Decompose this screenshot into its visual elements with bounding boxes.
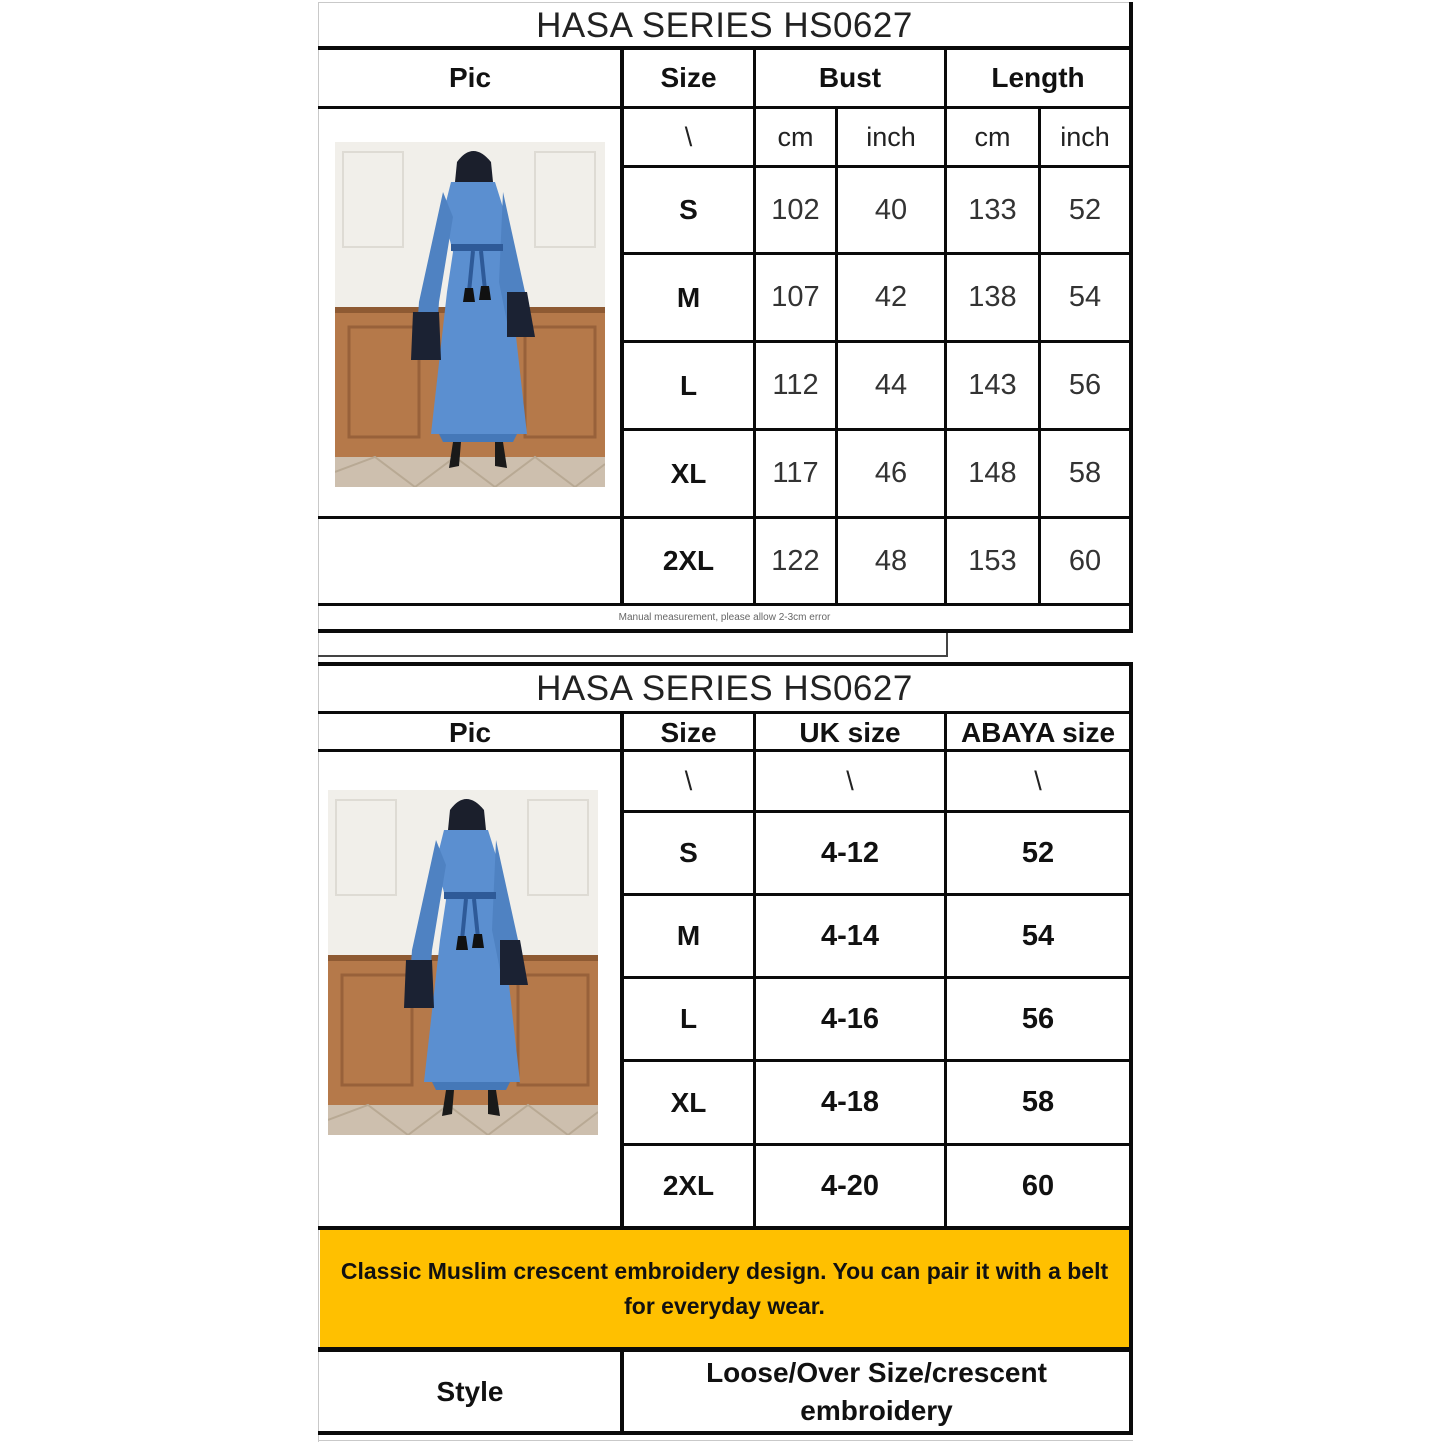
header-abaya-size: ABAYA size xyxy=(960,717,1116,748)
subheader-bust-cm: cm xyxy=(777,121,814,152)
subheader-size: \ xyxy=(684,121,693,152)
uk-size-cell: 4-18 xyxy=(820,1086,880,1118)
uk-size-cell: 4-12 xyxy=(820,836,880,869)
bust-inch-cell: 44 xyxy=(874,369,908,401)
subheader-bust-inch: inch xyxy=(866,121,916,152)
length-cm-cell: 148 xyxy=(968,457,1017,489)
size-cell: 2XL xyxy=(662,545,715,576)
size-cell: 2XL xyxy=(662,1170,715,1201)
header-bust: Bust xyxy=(818,62,882,93)
uk-size-cell: 4-16 xyxy=(820,1002,880,1035)
size-cell: M xyxy=(676,281,701,313)
header-pic: Pic xyxy=(448,717,492,748)
abaya-size-cell: 60 xyxy=(1021,1169,1055,1202)
length-inch-cell: 54 xyxy=(1068,281,1102,313)
bust-cm-cell: 107 xyxy=(771,281,820,313)
table-title: HASA SERIES HS0627 xyxy=(536,669,913,708)
abaya-size-cell: 58 xyxy=(1021,1086,1055,1118)
length-cm-cell: 138 xyxy=(968,281,1017,313)
style-value: Loose/Over Size/crescent embroidery xyxy=(706,1356,1047,1426)
length-inch-cell: 58 xyxy=(1068,457,1102,489)
size-cell: S xyxy=(679,194,698,225)
bust-inch-cell: 40 xyxy=(874,193,908,226)
abaya-size-cell: 54 xyxy=(1021,919,1055,952)
length-inch-cell: 60 xyxy=(1068,544,1102,577)
product-photo xyxy=(335,142,605,487)
uk-size-cell: 4-20 xyxy=(820,1169,880,1202)
size-cell: L xyxy=(679,1003,698,1034)
header-size: Size xyxy=(660,717,717,748)
length-inch-cell: 52 xyxy=(1068,193,1102,226)
size-cell: XL xyxy=(670,457,707,489)
length-cm-cell: 133 xyxy=(968,193,1017,226)
style-label: Style xyxy=(436,1375,504,1407)
table-title: HASA SERIES HS0627 xyxy=(536,6,913,45)
subheader-length-cm: cm xyxy=(974,121,1011,152)
product-photo xyxy=(328,790,598,1135)
bust-inch-cell: 46 xyxy=(874,457,908,489)
size-cell: S xyxy=(679,837,698,868)
abaya-size-cell: 52 xyxy=(1021,836,1055,869)
bust-cm-cell: 112 xyxy=(772,369,819,401)
bust-cm-cell: 117 xyxy=(772,457,819,489)
uk-size-cell: 4-14 xyxy=(820,919,880,952)
bust-inch-cell: 42 xyxy=(874,281,908,313)
length-cm-cell: 153 xyxy=(968,544,1017,577)
size-cell: L xyxy=(679,369,698,401)
subheader-length-inch: inch xyxy=(1060,121,1110,152)
bust-inch-cell: 48 xyxy=(874,544,908,577)
description-banner: Classic Muslim crescent embroidery design. You can pair it with a belt for everyday wear. xyxy=(320,1230,1129,1347)
subheader-uk: \ xyxy=(846,765,854,796)
header-size: Size xyxy=(660,62,717,93)
abaya-size-cell: 56 xyxy=(1021,1002,1055,1035)
header-length: Length xyxy=(991,62,1085,93)
subheader-size: \ xyxy=(684,765,693,796)
subheader-abaya: \ xyxy=(1034,765,1042,796)
length-inch-cell: 56 xyxy=(1068,369,1102,401)
length-cm-cell: 143 xyxy=(968,369,1017,401)
measurement-note: Manual measurement, please allow 2-3cm error xyxy=(618,612,831,623)
size-cell: XL xyxy=(670,1086,707,1118)
header-uk-size: UK size xyxy=(799,717,901,748)
bust-cm-cell: 102 xyxy=(771,193,820,226)
bust-cm-cell: 122 xyxy=(771,544,820,577)
size-cell: M xyxy=(676,920,701,951)
header-pic: Pic xyxy=(448,62,492,93)
